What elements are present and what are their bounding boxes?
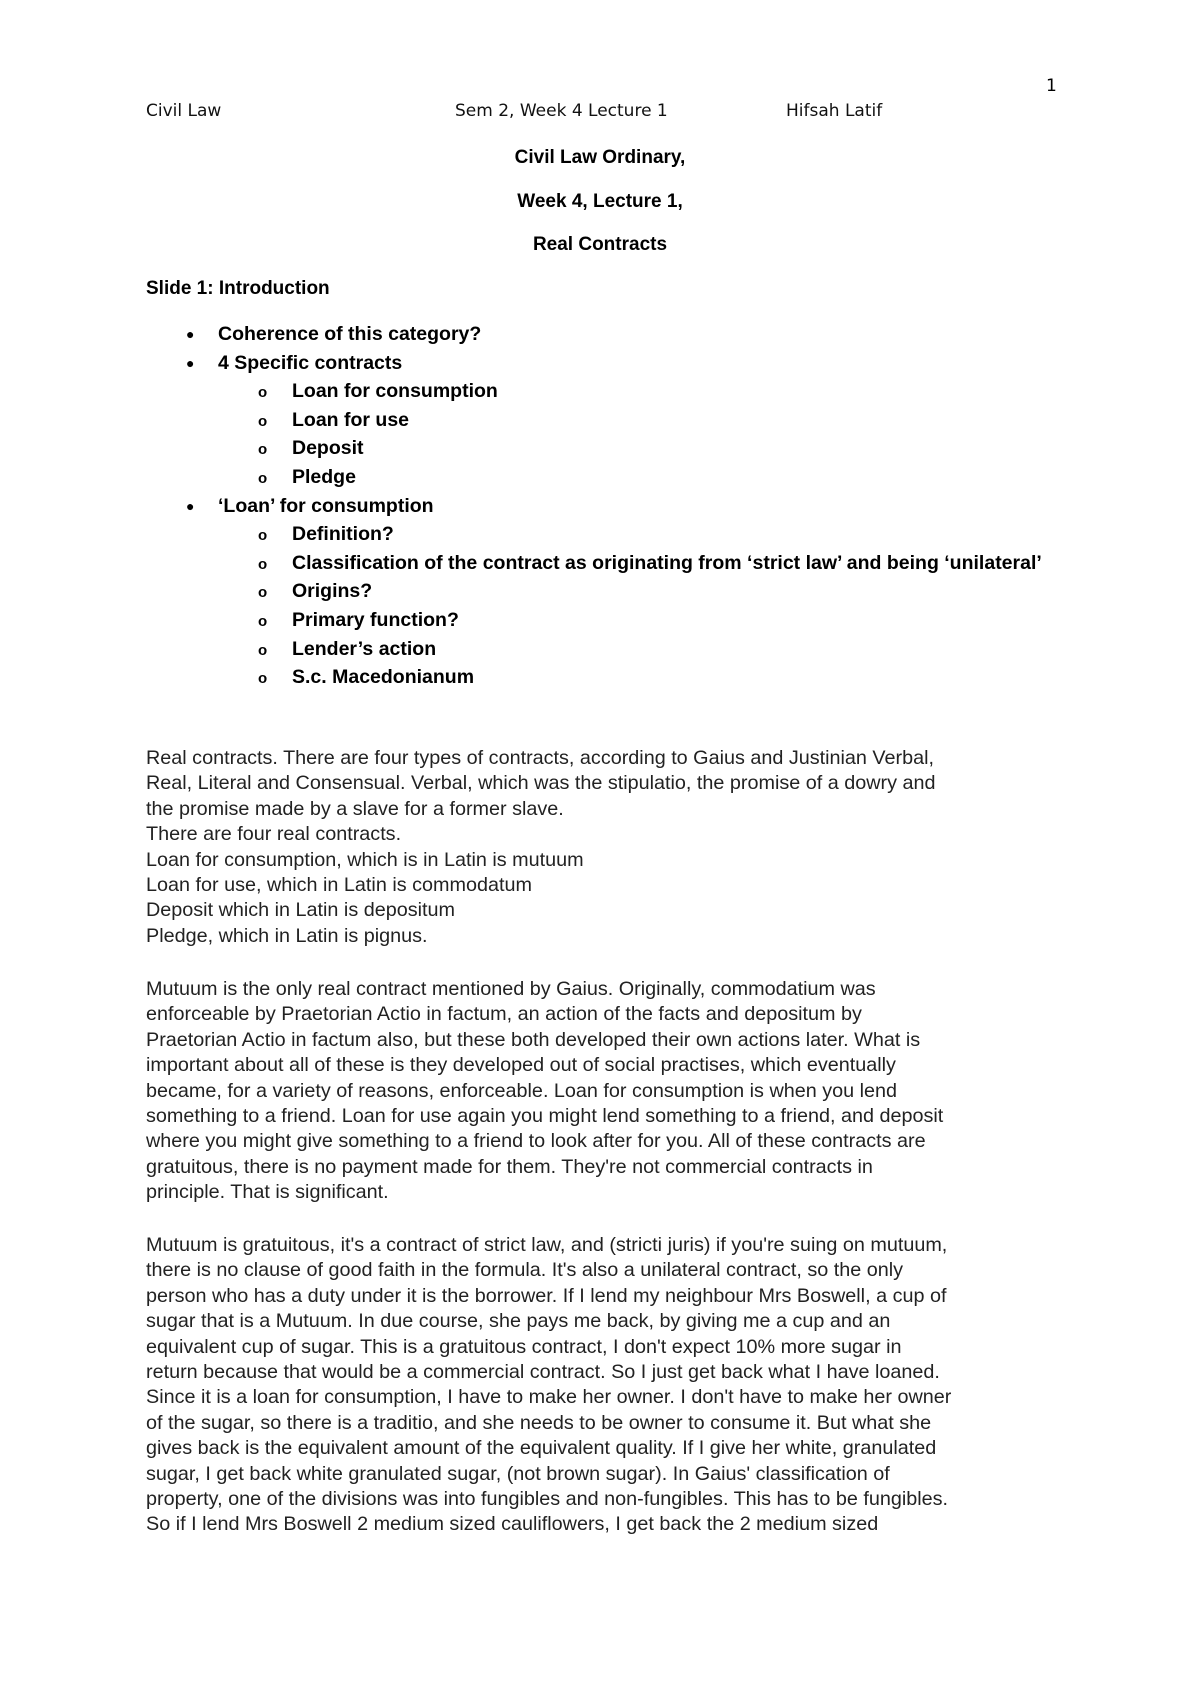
sub-bullet-icon: o <box>258 641 268 659</box>
outline-item <box>0 492 1200 521</box>
body-line: sugar, I get back white granulated sugar, (not brown sugar). In Gaius' classification of <box>146 1462 890 1485</box>
outline-subitem <box>0 635 1200 664</box>
outline-subitem <box>0 663 1200 692</box>
body-line: Loan for use, which in Latin is commodatum <box>146 874 532 897</box>
outline-subitem <box>0 606 1200 635</box>
outline-subitem-label: Primary function? <box>292 608 459 631</box>
body-line: Since it is a loan for consumption, I have to make her owner. I don't have to make her owner <box>146 1386 952 1409</box>
outline-item-label: Coherence of this category? <box>218 323 482 345</box>
sub-bullet-icon: o <box>258 612 268 630</box>
outline-subitem <box>0 406 1200 435</box>
body-line: Real, Literal and Consensual. Verbal, which was the stipulatio, the promise of a dowry and <box>146 772 936 795</box>
document-title: Civil Law Ordinary, <box>514 147 686 168</box>
body-line: Pledge, which in Latin is pignus. <box>146 924 428 947</box>
body-line: Mutuum is gratuitous, it's a contract of strict law, and (stricti juris) if you're suing on mutuum, <box>146 1234 948 1256</box>
body-line: So if I lend Mrs Boswell 2 medium sized cauliflowers, I get back the 2 medium sized <box>146 1513 879 1536</box>
bullet-icon: ● <box>186 326 195 342</box>
outline-subitem-label: Loan for consumption <box>292 380 498 403</box>
body-line: something to a friend. Loan for use again you might lend something to a friend, and deposit <box>146 1105 944 1128</box>
body-line: Praetorian Actio in factum also, but these both developed their own actions later. What is <box>146 1028 921 1051</box>
body-line: important about all of these is they developed out of social practises, which eventually <box>146 1054 896 1077</box>
outline-subitem-label: Definition? <box>292 523 394 546</box>
outline-subitem <box>0 377 1200 406</box>
outline-subitem <box>0 434 1200 463</box>
header-course: Civil Law <box>146 101 222 121</box>
sub-bullet-icon: o <box>258 469 268 487</box>
outline-subitem-label: Origins? <box>292 580 373 603</box>
body-line: There are four real contracts. <box>146 823 402 846</box>
outline-item <box>0 320 1200 349</box>
body-paragraph-mutuum-gratuitous <box>146 1233 1066 1538</box>
body-paragraph-contracts <box>146 746 1066 949</box>
header-author: Hifsah Latif <box>786 101 883 121</box>
outline-subitem-label: Deposit <box>292 437 364 460</box>
outline-subitem-label: Pledge <box>292 465 356 488</box>
document-topic: Real Contracts <box>532 234 668 255</box>
slide-heading: Slide 1: Introduction <box>146 278 330 299</box>
outline-subitem <box>0 463 1200 492</box>
outline-item-label: 4 Specific contracts <box>218 351 403 374</box>
body-line: where you might give something to a friend to look after for you. All of these contracts are <box>146 1130 926 1153</box>
outline-subitem-label: Lender’s action <box>292 637 437 660</box>
body-paragraph-mutuum-origins <box>146 977 1066 1206</box>
body-line: property, one of the divisions was into fungibles and non-fungibles. This has to be fungibles. <box>146 1488 949 1511</box>
sub-bullet-icon: o <box>258 584 268 602</box>
body-line: Loan for consumption, which is in Latin is mutuum <box>146 848 584 871</box>
document-subtitle: Week 4, Lecture 1, <box>517 191 683 212</box>
body-line: Deposit which in Latin is depositum <box>146 899 455 922</box>
sub-bullet-icon: o <box>258 412 268 430</box>
body-line: Real contracts. There are four types of contracts, according to Gaius and Justinian Verbal, <box>146 747 935 769</box>
body-line: became, for a variety of reasons, enforceable. Loan for consumption is when you lend <box>146 1079 898 1102</box>
outline-subitem <box>0 577 1200 606</box>
body-line: the promise made by a slave for a former slave. <box>146 797 564 820</box>
body-line: gives back is the equivalent amount of the equivalent quality. If I give her white, granulated <box>146 1437 937 1460</box>
sub-bullet-icon: o <box>258 527 268 545</box>
body-line: gratuitous, there is no payment made for them. They're not commercial contracts in <box>146 1155 873 1178</box>
bullet-icon: ● <box>186 497 195 514</box>
sub-bullet-icon: o <box>258 441 268 459</box>
outline-item <box>0 349 1200 378</box>
outline-subitem-label: Classification of the contract as originating from ‘strict law’ and being ‘unilateral’ <box>292 551 1042 574</box>
outline-subitem-label: Loan for use <box>292 408 410 431</box>
page-number: 1 <box>1046 76 1057 96</box>
body-line: Mutuum is the only real contract mentioned by Gaius. Originally, commodatium was <box>146 978 876 1000</box>
body-line: equivalent cup of sugar. This is a gratuitous contract, I don't expect 10% more sugar in <box>146 1335 902 1358</box>
body-line: sugar that is a Mutuum. In due course, she pays me back, by giving me a cup and an <box>146 1310 891 1333</box>
outline-subitem <box>0 520 1200 549</box>
body-line: return because that would be a commercial contract. So I just get back what I have loaned. <box>146 1361 940 1384</box>
outline-item-label: ‘Loan’ for consumption <box>218 494 434 517</box>
sub-bullet-icon: o <box>258 384 268 402</box>
outline-list <box>0 320 1200 692</box>
outline-subitem <box>0 549 1200 578</box>
body-line: principle. That is significant. <box>146 1181 389 1204</box>
bullet-icon: ● <box>186 354 195 371</box>
body-line: enforceable by Praetorian Actio in factum, an action of the facts and depositum by <box>146 1003 862 1026</box>
sub-bullet-icon: o <box>258 555 268 573</box>
outline-subitem-label: S.c. Macedonianum <box>292 666 475 689</box>
sub-bullet-icon: o <box>258 670 268 688</box>
body-line: there is no clause of good faith in the formula. It's also a unilateral contract, so the only <box>146 1259 903 1282</box>
body-line: person who has a duty under it is the borrower. If I lend my neighbour Mrs Boswell, a cup of <box>146 1284 947 1307</box>
body-line: of the sugar, so there is a traditio, and she needs to be owner to consume it. But what she <box>146 1411 932 1434</box>
header-lecture: Sem 2, Week 4 Lecture 1 <box>455 101 668 121</box>
